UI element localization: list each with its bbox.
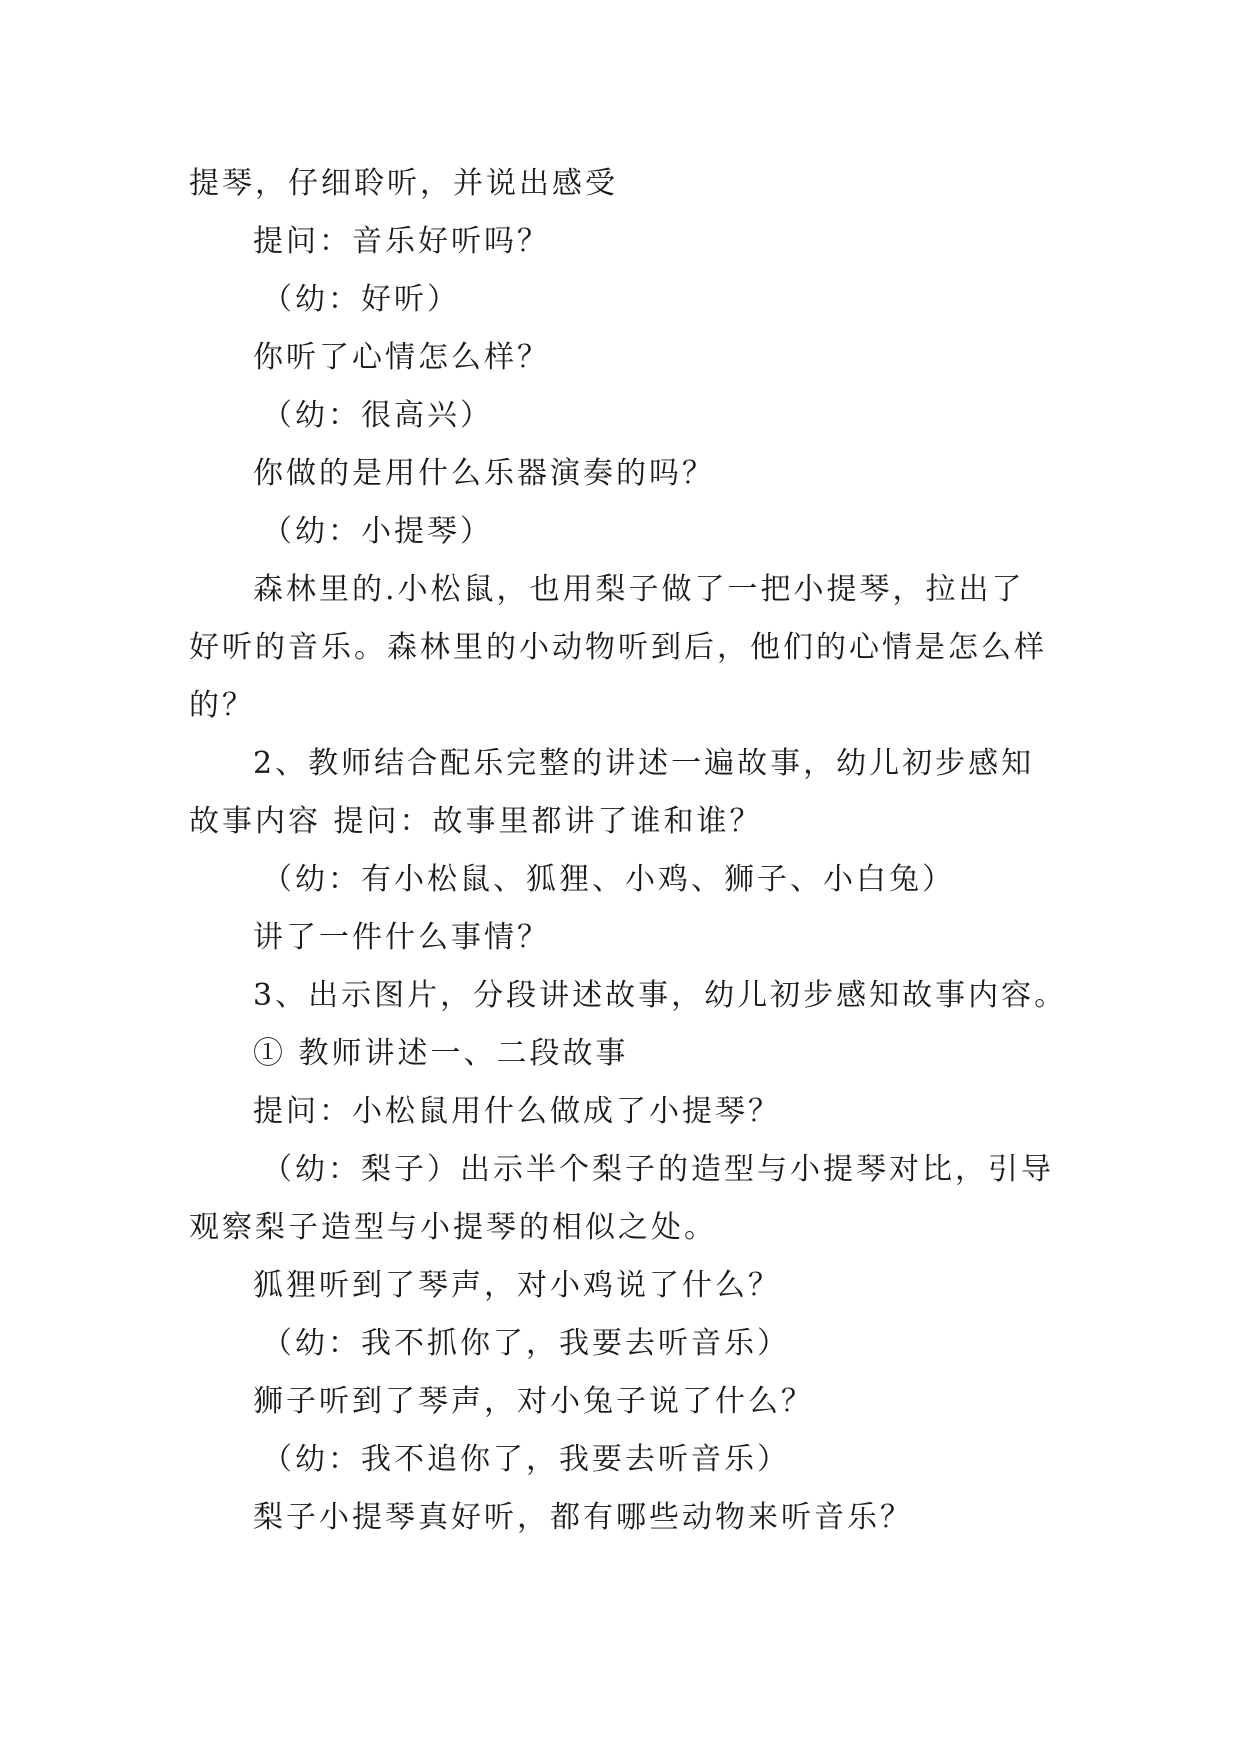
text-line: 狐狸听到了琴声，对小鸡说了什么？ (253, 1268, 781, 1303)
text-line: 提琴，仔细聆听，并说出感受 (189, 166, 618, 201)
text-line: 提问：小松鼠用什么做成了小提琴？ (253, 1094, 781, 1129)
text-line: 的？ (189, 688, 255, 723)
text-line: 故事内容 提问：故事里都讲了谁和谁？ (189, 804, 763, 839)
text-line: （幼：小提琴） (262, 514, 493, 549)
text-line: （幼：我不追你了，我要去听音乐） (262, 1442, 790, 1477)
text-line: （幼：好听） (262, 282, 460, 317)
text-line: （幼：有小松鼠、狐狸、小鸡、狮子、小白兔） (262, 862, 955, 897)
text-line: ① 教师讲述一、二段故事 (253, 1036, 629, 1071)
text-line: （幼：很高兴） (262, 398, 493, 433)
text-line: 狮子听到了琴声，对小兔子说了什么？ (253, 1384, 814, 1419)
text-line: 你听了心情怎么样？ (253, 340, 550, 375)
text-line: 3、出示图片，分段讲述故事，幼儿初步感知故事内容。 (253, 978, 1068, 1013)
text-line: 你做的是用什么乐器演奏的吗？ (253, 456, 715, 491)
text-line: 提问：音乐好听吗？ (253, 224, 550, 259)
text-line: 观察梨子造型与小提琴的相似之处。 (189, 1210, 717, 1245)
text-line: 梨子小提琴真好听，都有哪些动物来听音乐？ (253, 1500, 913, 1535)
text-line: 2、教师结合配乐完整的讲述一遍故事，幼儿初步感知 (253, 746, 1035, 781)
text-line: 讲了一件什么事情？ (253, 920, 550, 955)
text-line: （幼：梨子）出示半个梨子的造型与小提琴对比，引导 (262, 1152, 1054, 1187)
text-line: （幼：我不抓你了，我要去听音乐） (262, 1326, 790, 1361)
text-line: 好听的音乐。森林里的小动物听到后，他们的心情是怎么样 (189, 630, 1047, 665)
text-line: 森林里的.小松鼠，也用梨子做了一把小提琴，拉出了 (253, 572, 1025, 607)
